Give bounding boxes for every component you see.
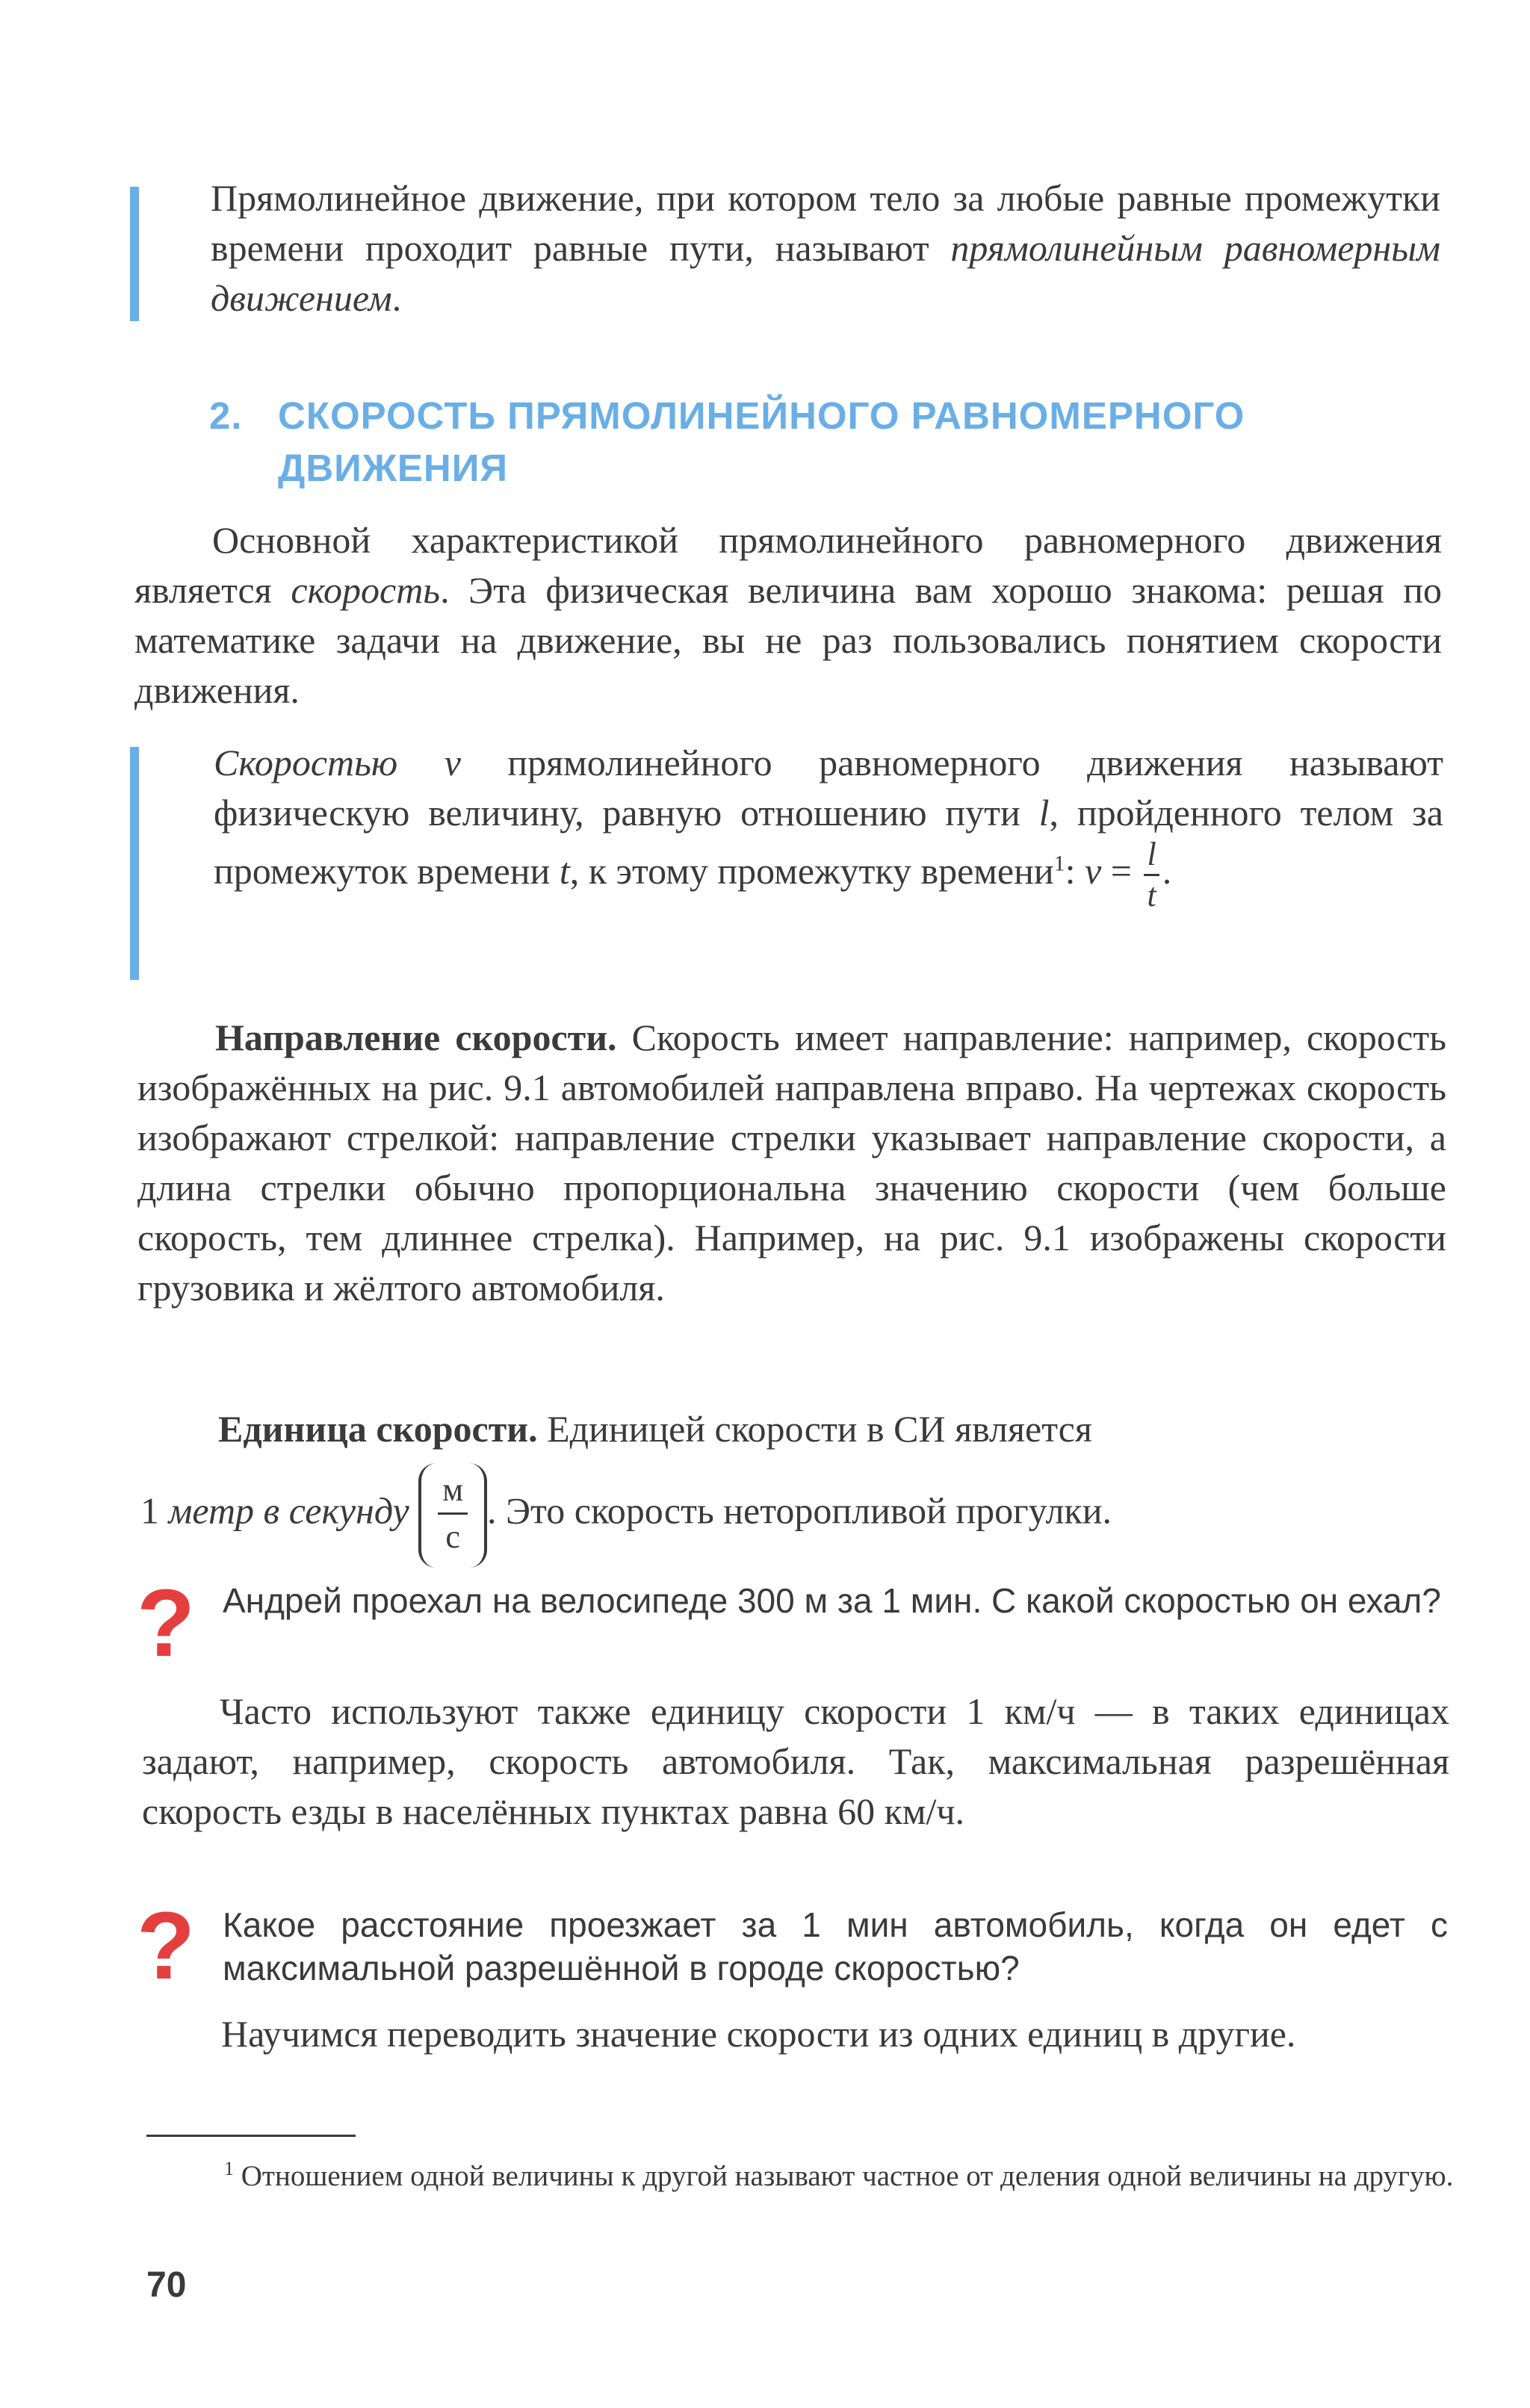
speed-def-text1: прямолинейного равномерного движения называют физическую величину, равную отношению пути bbox=[214, 742, 1444, 834]
unit-text2: . Это скорость неторопливой прогулки. bbox=[487, 1489, 1112, 1532]
section-title-line1: СКОРОСТЬ ПРЯМОЛИНЕЙНОГО РАВНОМЕРНОГО bbox=[278, 394, 1245, 437]
unit-text1: Единицей скорости в СИ является bbox=[537, 1408, 1092, 1450]
footnote-rule bbox=[146, 2135, 356, 2137]
var-t: t bbox=[559, 849, 570, 892]
definition-uniform-motion bbox=[211, 173, 1440, 323]
intro-term-speed: скорость bbox=[291, 569, 441, 611]
unit-fraction bbox=[418, 1469, 487, 1560]
intro-text-before: Основной характеристикой прямолинейного равномерного движения является bbox=[134, 519, 1442, 611]
section-number: 2. bbox=[209, 394, 243, 437]
question-2: Какое расстояние проезжает за 1 мин автомобиль, когда он едет с максимальной разрешённой в городе скоростью? bbox=[223, 1905, 1448, 1987]
unit-denominator: с bbox=[445, 1518, 460, 1555]
var-l: l bbox=[1038, 792, 1050, 834]
definition-text: Прямолинейное движение, при котором тело за любые равные промежутки времени проходит равные пути, называют bbox=[211, 177, 1440, 269]
direction-heading: Направление скорости. bbox=[215, 1017, 617, 1058]
paragraph-convert bbox=[143, 2009, 1451, 2059]
question-mark-icon: ? bbox=[136, 1893, 196, 1999]
footnote-ref: 1 bbox=[1053, 851, 1065, 876]
speed-term: Скоростью bbox=[214, 742, 398, 783]
speed-def-text2: , пройденного телом за промежуток времени bbox=[214, 792, 1443, 892]
var-v: v bbox=[444, 742, 461, 783]
formula-fraction bbox=[1144, 838, 1159, 912]
unit-one: 1 bbox=[140, 1489, 169, 1532]
direction-text: Скорость имеет направление: например, скорость изображённых на рис. 9.1 автомобилей направлена вправо. На чертежах скорость изображают стрелкой: направление стрелки указывает направление скорости, а длина стрелки обычно пропорциональна значению скорости (чем больше скорость, тем длиннее стрелка). Например, на рис. 9.1 изображены скорости грузовика и жёлтого автомобиля. bbox=[137, 1017, 1446, 1309]
speed-def-colon: : bbox=[1065, 849, 1085, 892]
definition-bar bbox=[130, 187, 139, 321]
paragraph-unit bbox=[140, 1404, 1449, 1560]
footnote-number: 1 bbox=[224, 2158, 234, 2179]
convert-text: Научимся переводить значение скорости из одних единиц в другие. bbox=[221, 2013, 1296, 2055]
definition-speed-bar bbox=[130, 747, 139, 980]
section-heading bbox=[209, 390, 1300, 494]
left-paren bbox=[418, 1463, 436, 1568]
page-number: 70 bbox=[146, 2265, 187, 2305]
footnote-text: Отношением одной величины к другой называют частное от деления одной величины на другую. bbox=[234, 2160, 1454, 2192]
question-mark-icon: ? bbox=[136, 1570, 196, 1677]
question-1: Андрей проехал на велосипеде 300 м за 1 мин. С какой скоростью он ехал? bbox=[223, 1581, 1441, 1620]
kmh-text: Часто используют также единицу скорости 1 км/ч — в таких единицах задают, например, скорость автомобиля. Так, максимальная разрешённая скорость езды в населённых пунктах равна 60 км/ч. bbox=[142, 1690, 1449, 1832]
speed-def-text3: , к этому промежутку времени bbox=[569, 849, 1054, 892]
paragraph-direction bbox=[137, 1013, 1446, 1313]
intro-text-after: . Эта физическая величина вам хорошо знакома: решая по математике задачи на движение, вы не раз пользовались понятием скорости движения. bbox=[134, 569, 1442, 711]
unit-numerator: м bbox=[438, 1469, 468, 1515]
formula-denominator: t bbox=[1147, 877, 1156, 913]
formula-equals: = bbox=[1101, 849, 1142, 892]
footnote bbox=[146, 2148, 1455, 2197]
section-title-line2: ДВИЖЕНИЯ bbox=[278, 447, 509, 489]
unit-heading: Единица скорости. bbox=[218, 1408, 538, 1450]
formula-end: . bbox=[1162, 849, 1172, 892]
formula-lhs: v bbox=[1085, 849, 1102, 892]
definition-speed bbox=[214, 738, 1443, 912]
definition-term: прямолинейным равномерным движением bbox=[211, 227, 1441, 319]
paragraph-intro bbox=[134, 515, 1442, 716]
unit-term: метр в секунду bbox=[168, 1489, 409, 1532]
definition-end: . bbox=[391, 277, 402, 319]
right-paren bbox=[469, 1463, 487, 1568]
formula-numerator: l bbox=[1144, 838, 1159, 876]
paragraph-kmh bbox=[142, 1686, 1449, 1837]
